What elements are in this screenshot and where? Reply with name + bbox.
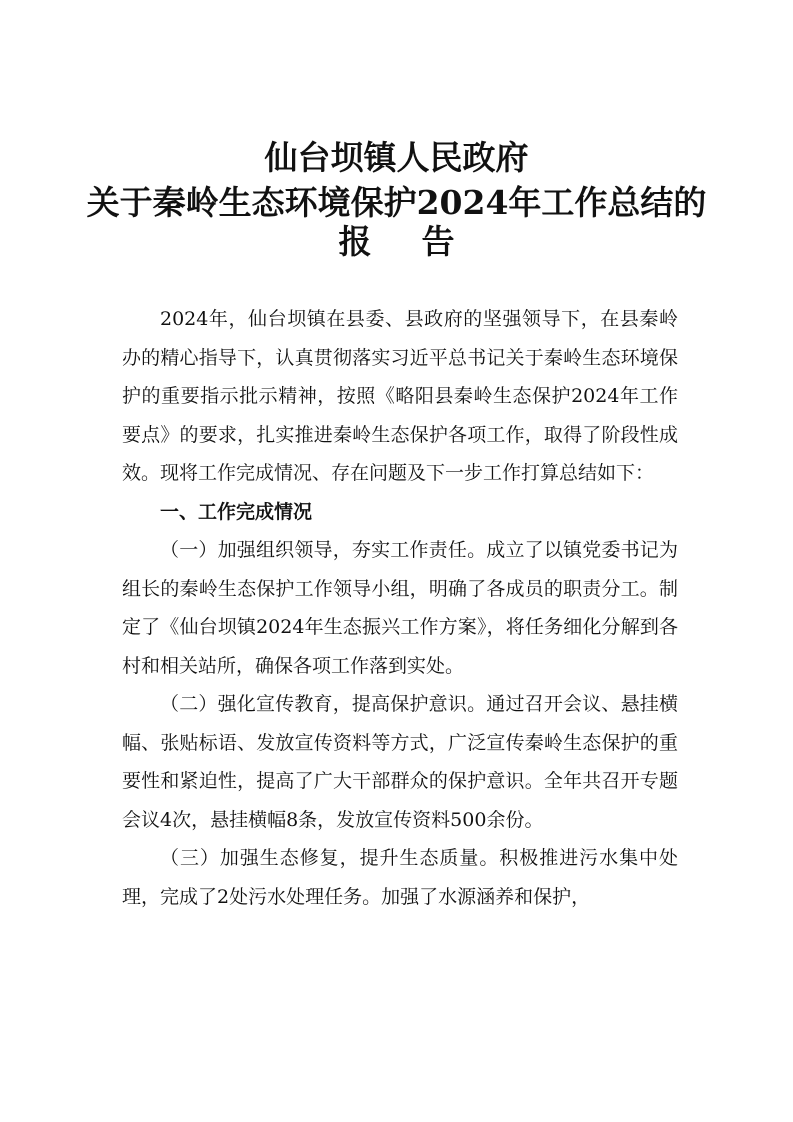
intro-paragraph: 2024年，仙台坝镇在县委、县政府的坚强领导下，在县秦岭办的精心指导下，认真贯彻落实习近平总书记关于秦岭生态环境保护的重要指示批示精神，按照《略阳县秦岭生态保护2024年工作要点》的要求，扎实推进秦岭生态保护各项工作，取得了阶段性成效。现将工作完成情况、存在问题及下一步工作打算总结如下： [122, 308, 678, 484]
paragraph-restoration: （三）加强生态修复，提升生态质量。积极推进污水集中处理，完成了2处污水处理任务。加强了水源涵养和保护， [122, 847, 678, 908]
paragraph-publicity: （二）强化宣传教育，提高保护意识。通过召开会议、悬挂横幅、张贴标语、发放宣传资料等方式，广泛宣传秦岭生态保护的重要性和紧迫性，提高了广大干部群众的保护意识。全年共召开专题会议4次，悬挂横幅8条，发放宣传资料500余份。 [122, 693, 678, 831]
document-title-line2: 关于秦岭生态环境保护2024年工作总结的 [86, 183, 707, 222]
document-body [122, 300, 678, 916]
section-heading: 一、工作完成情况 [160, 500, 313, 523]
document-title-line1: 仙台坝镇人民政府 [264, 138, 529, 177]
document-title-line3: 报告 [338, 222, 505, 261]
paragraph-organization: （一）加强组织领导，夯实工作责任。成立了以镇党委书记为组长的秦岭生态保护工作领导小组，明确了各成员的职责分工。制定了《仙台坝镇2024年生态振兴工作方案》，将任务细化分解到各村和相关站所，确保各项工作落到实处。 [122, 539, 678, 677]
